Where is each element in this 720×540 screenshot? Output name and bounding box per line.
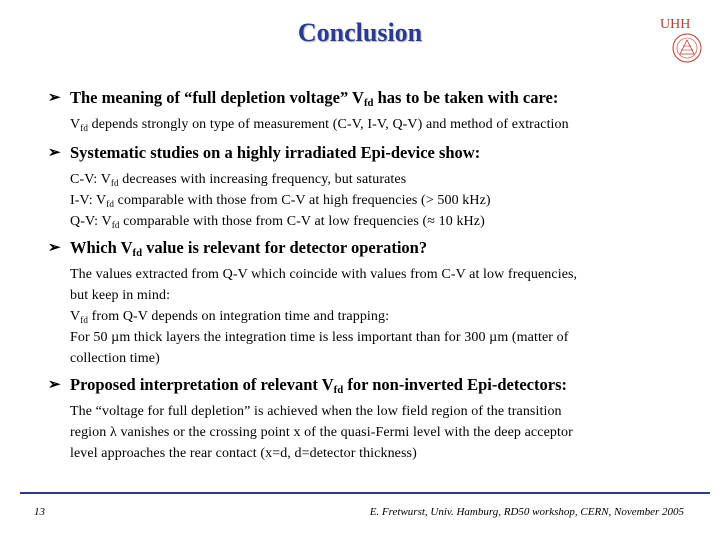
bullet-heading-systematic-studies: ➢ Systematic studies on a highly irradiated Epi-device show: xyxy=(48,143,481,162)
bullet-text-line: level approaches the rear contact (x=d, d=detector thickness) xyxy=(70,446,417,461)
bullet-text-line: I-V: $V_{fd}$ comparable with those from C-V at high frequencies (> 500 kHz) xyxy=(70,193,491,209)
arrow-bullet-icon: ➢ xyxy=(48,90,61,106)
slide-title: Conclusion xyxy=(297,18,423,47)
bullet-text-line: For 50 µm thick layers the integration time is less important than for 300 µm (matter of xyxy=(70,330,569,345)
bullet-heading-relevant-vfd: ➢ Which $V_{fd}$ value is relevant for detector operation? xyxy=(48,238,428,259)
page-number: 13 xyxy=(34,506,45,518)
bullet-heading-full-depletion: ➢ The meaning of “full depletion voltage” $V_{fd}$ has to be taken with care: xyxy=(48,88,559,109)
arrow-bullet-icon: ➢ xyxy=(48,145,61,161)
bullet-text-line: C-V: $V_{fd}$ decreases with increasing frequency, but saturates xyxy=(70,172,407,188)
logo-text: UHH xyxy=(660,17,691,32)
arrow-bullet-icon: ➢ xyxy=(48,240,61,256)
university-seal-icon xyxy=(656,12,708,64)
bullet-text-line: but keep in mind: xyxy=(70,288,171,303)
bullet-text-line: Q-V: $V_{fd}$ comparable with those from C-V at low frequencies (≈ 10 kHz) xyxy=(70,214,485,230)
bullet-text-line: The “voltage for full depletion” is achieved when the low field region of the transition xyxy=(70,404,562,419)
bullet-text-line: $V_{fd}$ from Q-V depends on integration time and trapping: xyxy=(70,309,390,325)
bullet-text-line: region λ vanishes or the crossing point x of the quasi-Fermi level with the deep acceptor xyxy=(70,425,573,440)
bullet-text-line: collection time) xyxy=(70,351,160,366)
bullet-text-line: The values extracted from Q-V which coincide with values from C-V at low frequencies, xyxy=(70,267,578,282)
arrow-bullet-icon: ➢ xyxy=(48,377,61,393)
footer-divider xyxy=(20,492,710,494)
slide-content xyxy=(48,88,688,464)
bullet-text-line: $V_{fd}$ depends strongly on type of measurement (C-V, I-V, Q-V) and method of extraction xyxy=(70,117,569,133)
footer-credit: E. Fretwurst, Univ. Hamburg, RD50 workshop, CERN, November 2005 xyxy=(369,506,684,518)
bullet-heading-proposed-interpretation: ➢ Proposed interpretation of relevant $V_{fd}$ for non-inverted Epi-detectors: xyxy=(48,375,567,396)
